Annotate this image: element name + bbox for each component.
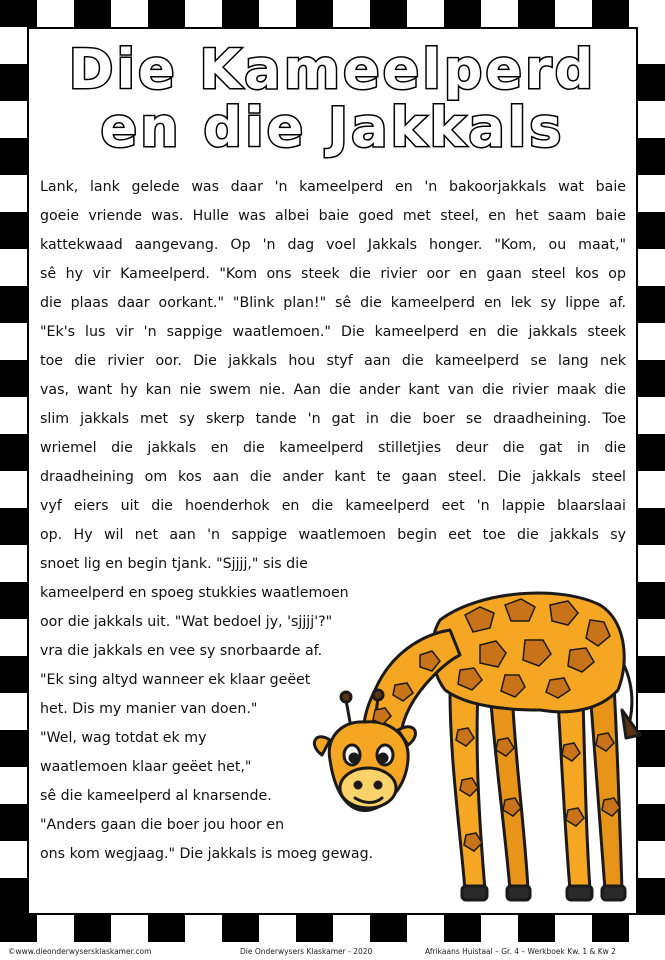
border-block <box>518 0 555 27</box>
border-block <box>0 508 27 545</box>
border-block <box>370 915 407 942</box>
border-block <box>592 915 629 942</box>
border-block <box>638 434 665 471</box>
footer-website: ©www.dieonderwysersklaskamer.com <box>8 947 152 956</box>
story-line: Lank, lank gelede was daar 'n kameelperd en 'n bakoorjakkals wat baie <box>40 179 626 195</box>
story-line: wriemel die jakkals en die kameelperd stilletjies deur die gat in die <box>40 440 626 456</box>
story-line: ons kom wegjaag." Die jakkals is moeg gewag. <box>40 846 374 862</box>
border-block <box>0 286 27 323</box>
border-block <box>0 212 27 249</box>
border-block <box>74 0 111 27</box>
story-line: sê die kameelperd al knarsende. <box>40 788 272 804</box>
border-block <box>0 0 37 27</box>
story-line: goeie vriende was. Hulle was albei baie goed met steel, en het saam baie <box>40 208 626 224</box>
story-line: snoet lig en begin tjank. "Sjjjj," sis die <box>40 556 308 572</box>
border-block <box>638 286 665 323</box>
border-block <box>222 915 259 942</box>
border-block <box>638 360 665 397</box>
story-line: "Wel, wag totdat ek my <box>40 730 207 746</box>
border-block <box>0 915 37 942</box>
border-block <box>0 434 27 471</box>
border-block <box>518 915 555 942</box>
story-line: sê hy vir Kameelperd. "Kom ons steek die rivier oor en gaan steel kos op <box>40 266 626 282</box>
border-block <box>0 730 27 767</box>
story-line: het. Dis my manier van doen." <box>40 701 258 717</box>
story-line: draadheining om kos aan die ander kant te gaan steel. Die jakkals steel <box>40 469 626 485</box>
giraffe-illustration <box>300 560 655 915</box>
border-block <box>638 212 665 249</box>
border-block <box>444 0 481 27</box>
story-line: waatlemoen klaar geëet het," <box>40 759 252 775</box>
border-block <box>74 915 111 942</box>
footer-copyright: Die Onderwysers Klaskamer - 2020 <box>240 947 373 956</box>
border-block <box>638 508 665 545</box>
border-block <box>444 915 481 942</box>
border-block <box>222 0 259 27</box>
page-title-line-2: en die Jakkals <box>100 96 565 159</box>
border-block <box>296 0 333 27</box>
story-line: die plaas daar oorkant." "Blink plan!" sê die kameelperd en lek sy lippe af. <box>40 295 626 311</box>
border-block <box>592 0 629 27</box>
story-line: toe die rivier oor. Die jakkals hou styf aan die kameelperd se lang nek <box>40 353 626 369</box>
border-block <box>0 878 27 915</box>
story-line: "Anders gaan die boer jou hoor en <box>40 817 285 833</box>
border-block <box>370 0 407 27</box>
story-line: vyf eiers uit die hoenderhok en die kameelperd eet 'n lappie blaarslaai <box>40 498 626 514</box>
page-title: Die Kameelperd <box>68 38 597 101</box>
story-line: vas, want hy kan nie swem nie. Aan die ander kant van die rivier maak die <box>40 382 626 398</box>
border-block <box>148 915 185 942</box>
border-block <box>0 656 27 693</box>
border-block <box>0 360 27 397</box>
border-block <box>296 915 333 942</box>
border-block <box>148 0 185 27</box>
story-line: kameelperd en spoeg stukkies waatlemoen <box>40 585 349 601</box>
story-line: kattekwaad aangevang. Op 'n dag voel Jakkals honger. "Kom, ou maat," <box>40 237 626 253</box>
story-line: "Ek's lus vir 'n sappige waatlemoen." Die kameelperd en die jakkals steek <box>40 324 626 340</box>
story-line: vra die jakkals en vee sy snorbaarde af. <box>40 643 323 659</box>
footer-course-info: Afrikaans Huistaal – Gr. 4 – Werkboek Kw. 1 & Kw 2 <box>425 947 616 956</box>
story-line: op. Hy wil net aan 'n sappige waatlemoen begin eet toe die jakkals sy <box>40 527 626 543</box>
border-block <box>0 582 27 619</box>
story-line: oor die jakkals uit. "Wat bedoel jy, 'sjjjj'?" <box>40 614 333 630</box>
border-block <box>0 804 27 841</box>
story-line: slim jakkals met sy skerp tande 'n gat in die boer se draadheining. Toe <box>40 411 626 427</box>
story-line: "Ek sing altyd wanneer ek klaar geëet <box>40 672 311 688</box>
